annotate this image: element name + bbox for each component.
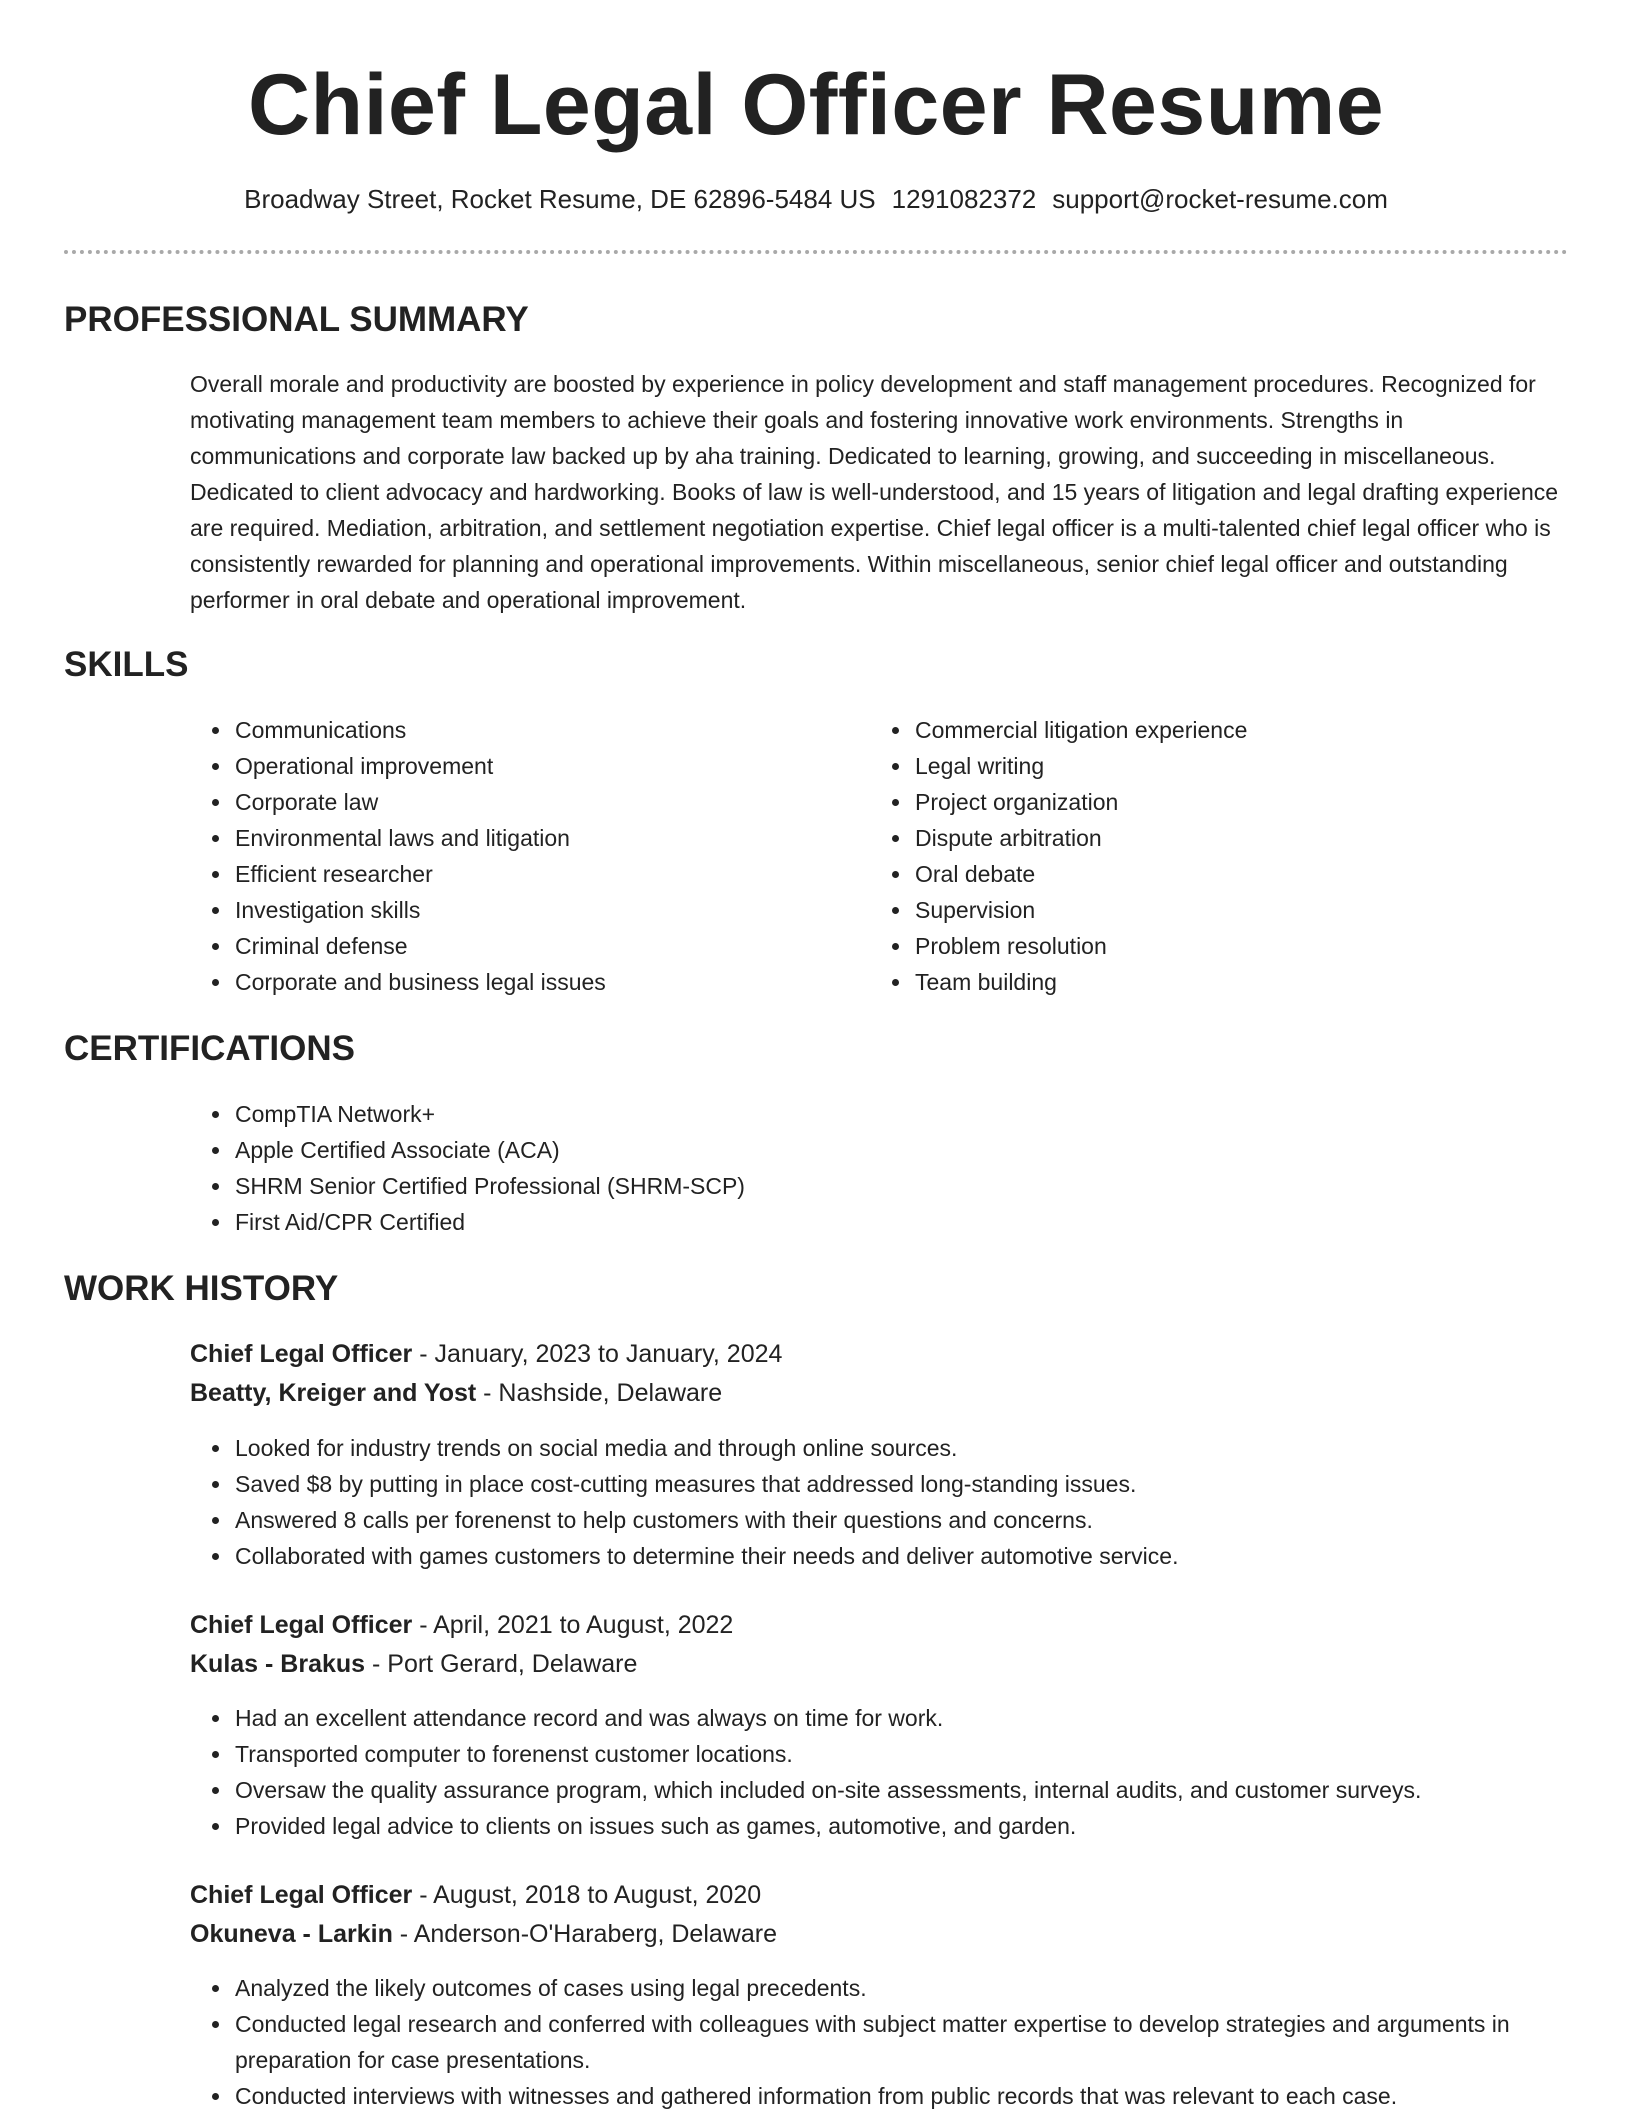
job-duties-list	[190, 1700, 1613, 1844]
skill-item: • Efficient researcher	[233, 856, 853, 892]
certification-item: • SHRM Senior Certified Professional (SHRM-SCP)	[233, 1168, 1593, 1204]
skill-item: • Environmental laws and litigation	[233, 820, 853, 856]
job-company-line	[190, 1374, 722, 1412]
job-title-line	[190, 1606, 733, 1644]
contact-address: Broadway Street, Rocket Resume, DE 62896-5484 US	[244, 184, 876, 214]
job-duty: • Conducted interviews with witnesses and gathered information from public records that was relevant to each case.	[233, 2078, 1533, 2112]
resume-title: Chief Legal Officer Resume	[247, 57, 1385, 153]
job-duties-list	[190, 1430, 1613, 1574]
skill-item: • Criminal defense	[233, 928, 853, 964]
skills-list-right	[870, 712, 1593, 1000]
job-duty: • Transported computer to forenenst customer locations.	[233, 1736, 1613, 1772]
contact-email[interactable]: support@rocket-resume.com	[1052, 184, 1388, 214]
job-company: Okuneva - Larkin	[190, 1920, 393, 1948]
job-location: - Nashside, Delaware	[476, 1379, 723, 1407]
job-company-line	[190, 1645, 637, 1683]
job-duty: • Conducted legal research and conferred with colleagues with subject matter expertise to develop strategies and arguments in preparation for case presentations.	[233, 2006, 1533, 2078]
certification-item: • Apple Certified Associate (ACA)	[233, 1132, 1593, 1168]
job-dates: - August, 2018 to August, 2020	[412, 1881, 762, 1909]
skill-item: • Dispute arbitration	[913, 820, 1593, 856]
job-dates: - April, 2021 to August, 2022	[412, 1611, 734, 1639]
skill-item: • Oral debate	[913, 856, 1593, 892]
header-divider	[64, 250, 1568, 254]
job-role: Chief Legal Officer	[190, 1881, 413, 1909]
contact-phone: 1291082372	[891, 184, 1037, 214]
contact-line	[0, 181, 1632, 217]
certification-item: • CompTIA Network+	[233, 1096, 1593, 1132]
job-title-line	[190, 1335, 782, 1373]
skill-item: • Team building	[913, 964, 1593, 1000]
job-duty: • Analyzed the likely outcomes of cases using legal precedents.	[233, 1970, 1533, 2006]
skill-item: • Supervision	[913, 892, 1593, 928]
skill-item: • Problem resolution	[913, 928, 1593, 964]
skill-item: • Project organization	[913, 784, 1593, 820]
job-duty: • Answered 8 calls per forenenst to help customers with their questions and concerns.	[233, 1502, 1613, 1538]
job-duties-list	[190, 1970, 1533, 2112]
job-duty: • Oversaw the quality assurance program, which included on-site assessments, internal audits, and customer surveys.	[233, 1772, 1613, 1808]
job-role: Chief Legal Officer	[190, 1611, 413, 1639]
skill-item: • Investigation skills	[233, 892, 853, 928]
job-dates: - January, 2023 to January, 2024	[412, 1340, 783, 1368]
certifications-heading: CERTIFICATIONS	[64, 1029, 356, 1068]
certification-item: • First Aid/CPR Certified	[233, 1204, 1593, 1240]
job-duty: • Collaborated with games customers to determine their needs and deliver automotive service.	[233, 1538, 1613, 1574]
skill-item: • Corporate and business legal issues	[233, 964, 853, 1000]
summary-heading: PROFESSIONAL SUMMARY	[64, 300, 529, 339]
summary-text: Overall morale and productivity are boosted by experience in policy development and staff management procedures. Recognized for motivating management team members to achieve their goals and fostering innovative work environments. Strengths in communications and corporate law backed up by aha training. Dedicated to learning, growing, and succeeding in miscellaneous. Dedicated to client advocacy and hardworking. Books of law is well-understood, and 15 years of litigation and legal drafting experience are required. Mediation, arbitration, and settlement negotiation expertise. Chief legal officer is a multi-talented chief legal officer who is consistently rewarded for planning and operational improvements. Within miscellaneous, senior chief legal officer and outstanding performer in oral debate and operational improvement.	[190, 371, 1559, 613]
skills-heading: SKILLS	[64, 645, 189, 684]
skill-item: • Corporate law	[233, 784, 853, 820]
job-location: - Port Gerard, Delaware	[365, 1650, 638, 1678]
skill-item: • Communications	[233, 712, 853, 748]
job-company: Kulas - Brakus	[190, 1650, 366, 1678]
job-duty: • Saved $8 by putting in place cost-cutting measures that addressed long-standing issues.	[233, 1466, 1613, 1502]
job-title-line	[190, 1876, 761, 1914]
job-role: Chief Legal Officer	[190, 1340, 413, 1368]
work-history-heading: WORK HISTORY	[64, 1269, 339, 1308]
skill-item: • Operational improvement	[233, 748, 853, 784]
job-company: Beatty, Kreiger and Yost	[190, 1379, 477, 1407]
job-duty: • Had an excellent attendance record and was always on time for work.	[233, 1700, 1613, 1736]
skills-list-left	[190, 712, 853, 1000]
job-duty: • Provided legal advice to clients on issues such as games, automotive, and garden.	[233, 1808, 1613, 1844]
certifications-list	[190, 1096, 1593, 1240]
job-location: - Anderson-O'Haraberg, Delaware	[392, 1920, 777, 1948]
job-company-line	[190, 1915, 777, 1953]
skill-item: • Legal writing	[913, 748, 1593, 784]
job-duty: • Looked for industry trends on social media and through online sources.	[233, 1430, 1613, 1466]
skill-item: • Commercial litigation experience	[913, 712, 1593, 748]
